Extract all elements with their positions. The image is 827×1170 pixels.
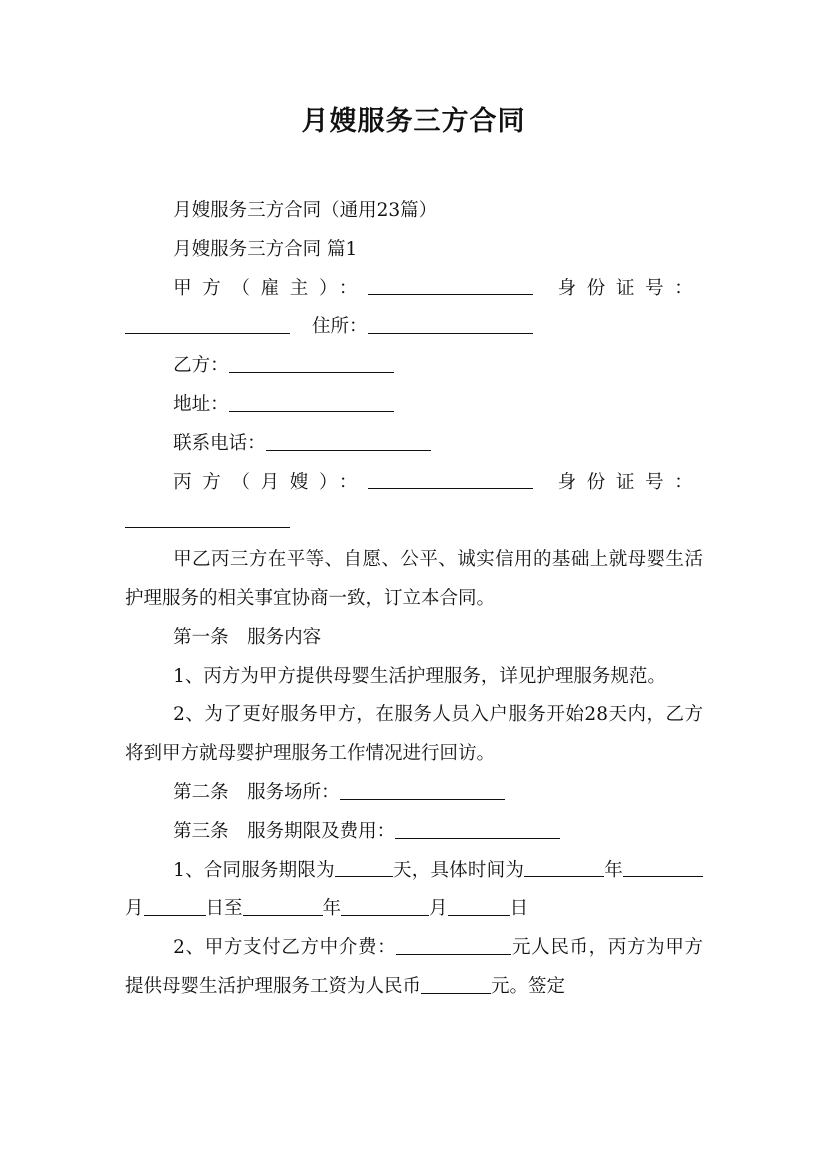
party-c-id-line	[125, 502, 703, 541]
party-b-name-blank	[229, 353, 394, 373]
agency-fee-blank	[396, 935, 511, 955]
term-year-label: 年	[604, 859, 623, 881]
end-year-blank	[243, 896, 323, 916]
intro-paragraph: 甲乙丙三方在平等、自愿、公平、诚实信用的基础上就母婴生活护理服务的相关事宜协商一致，订立本合同。	[125, 549, 703, 609]
end-month-blank	[341, 896, 429, 916]
party-b-label: 乙方：	[173, 355, 229, 377]
party-a-label: 甲方（雇主）：	[173, 277, 369, 299]
party-b-phone-label: 联系电话：	[173, 432, 266, 454]
party-a-address-blank	[368, 314, 533, 334]
article-2-line	[125, 774, 703, 813]
party-b-address-line	[125, 386, 703, 425]
fee-paragraph	[125, 929, 703, 1007]
document-body	[125, 192, 703, 1007]
party-c-id-label: 身份证号：	[557, 471, 703, 493]
service-term-fee-blank	[395, 818, 560, 838]
term-year-label-2: 年	[322, 898, 342, 920]
term-paragraph	[125, 852, 703, 930]
article-3-label: 第三条 服务期限及费用：	[173, 820, 396, 842]
article-1-title: 第一条 服务内容	[173, 626, 322, 648]
article-2-label: 第二条 服务场所：	[173, 781, 340, 803]
party-c-line	[125, 464, 703, 503]
term-month-label-2: 月	[429, 898, 448, 920]
party-c-name-blank	[368, 469, 533, 489]
article-1-item-1: 1、丙方为甲方提供母婴生活护理服务，详见护理服务规范。	[173, 665, 666, 687]
chapter-heading: 月嫂服务三方合同 篇1	[173, 238, 358, 260]
party-b-line	[125, 347, 703, 386]
term-month-label: 月	[125, 898, 144, 920]
party-b-phone-blank	[266, 430, 431, 450]
party-a-name-blank	[368, 275, 533, 295]
article-1-item-2: 2、为了更好服务甲方，在服务人员入户服务开始28天内，乙方将到甲方就母婴护理服务工作情况进行回访。	[125, 704, 703, 765]
party-b-address-blank	[229, 391, 394, 411]
party-a-address-label: 住所：	[312, 316, 368, 338]
party-b-phone-line	[125, 425, 703, 464]
term-day-label: 日	[509, 898, 529, 920]
term-text-b: 天，具体时间为	[392, 859, 525, 881]
term-text-a: 1、合同服务期限为	[173, 859, 335, 881]
fee-text-b: 元人民币，丙方为甲方提供母婴生活护理服务工资为人民币	[125, 937, 703, 997]
start-day-blank	[144, 896, 206, 916]
party-a-line	[125, 270, 703, 309]
party-a-id-line	[125, 308, 703, 347]
term-days-blank	[335, 857, 393, 877]
party-c-label: 丙方（月嫂）：	[173, 471, 369, 493]
service-location-blank	[340, 779, 505, 799]
subtitle-line: 月嫂服务三方合同（通用23篇）	[173, 200, 438, 221]
article-3-line	[125, 813, 703, 852]
party-a-id-label: 身份证号：	[557, 277, 703, 299]
party-b-address-label: 地址：	[173, 393, 229, 415]
fee-text-c: 元。签定	[491, 975, 566, 997]
wage-blank	[421, 973, 491, 993]
term-day-to-label: 日至	[205, 898, 243, 920]
document-title: 月嫂服务三方合同	[301, 106, 526, 137]
party-a-id-blank	[125, 314, 290, 334]
fee-text-a: 2、甲方支付乙方中介费：	[173, 937, 397, 959]
start-month-blank	[623, 857, 703, 877]
start-year-blank	[524, 857, 604, 877]
end-day-blank	[448, 896, 510, 916]
party-c-id-blank	[125, 508, 290, 528]
